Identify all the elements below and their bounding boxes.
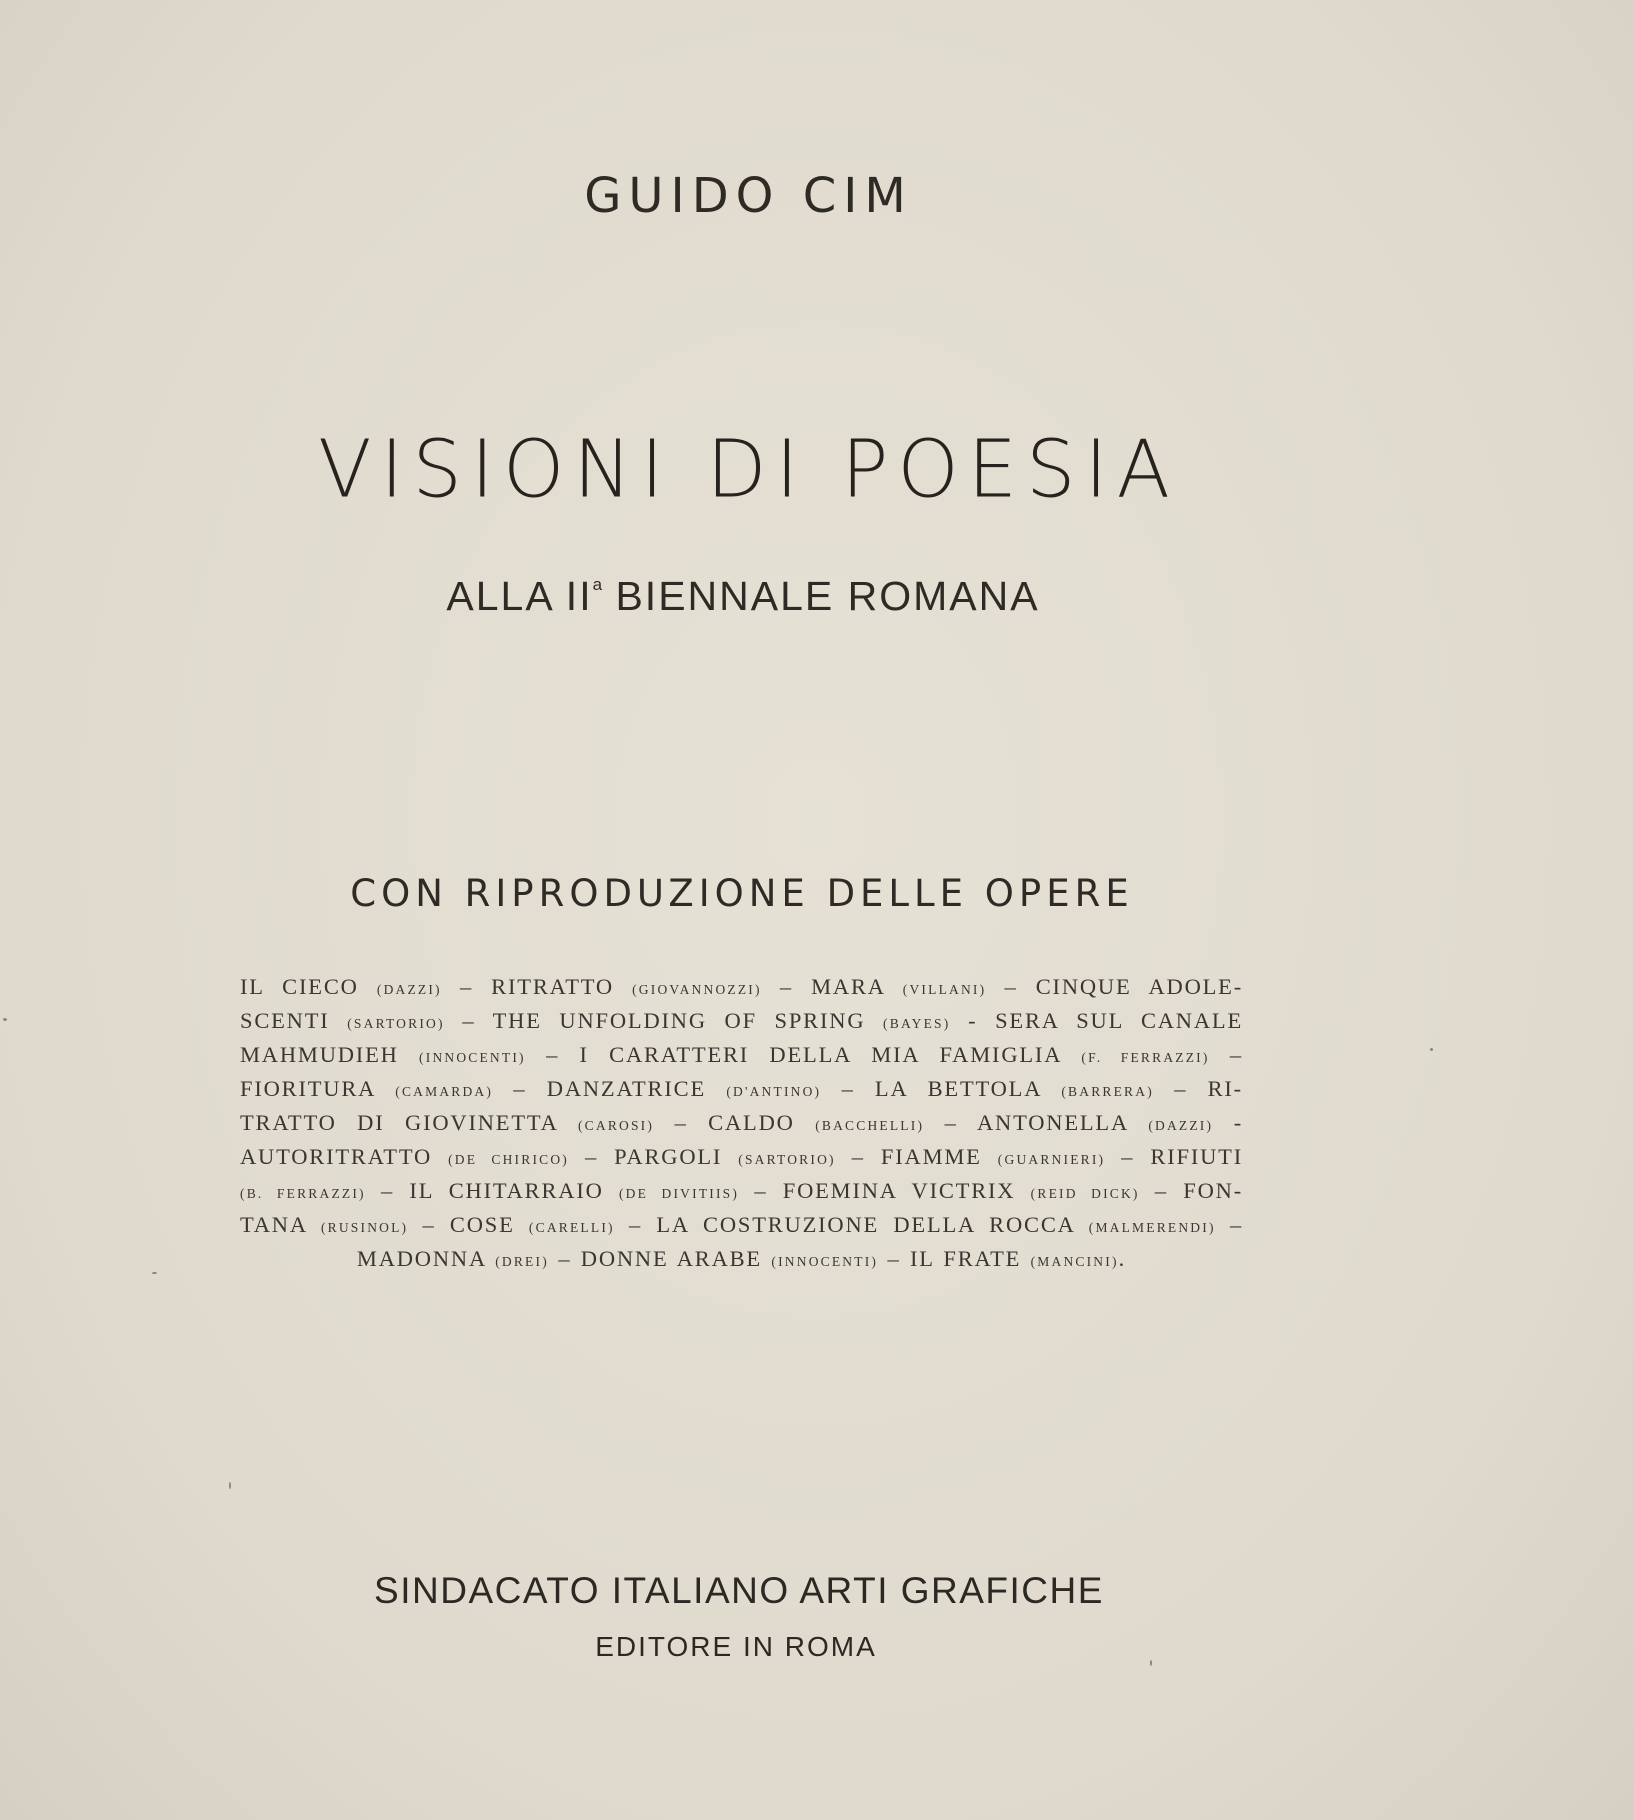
work-title: – DONNE ARABE	[548, 1246, 772, 1271]
work-title: – IL CHITARRAIO	[365, 1178, 619, 1203]
work-title: – FON-	[1139, 1178, 1244, 1203]
artist-name: (BACCHELLI)	[815, 1118, 925, 1133]
work-title: –	[1215, 1212, 1243, 1237]
subtitle-start: ALLA II	[446, 573, 593, 619]
section-heading: CON RIPRODUZIONE DELLE OPERE	[350, 872, 1134, 915]
work-title: MAHMUDIEH	[240, 1042, 420, 1067]
works-line	[240, 1038, 1243, 1072]
work-title: – ANTONELLA	[924, 1110, 1149, 1135]
work-title: – RITRATTO	[441, 974, 633, 999]
work-title: TANA	[240, 1212, 321, 1237]
artist-name: (MALMERENDI)	[1088, 1220, 1216, 1235]
work-title: – THE UNFOLDING OF SPRING	[444, 1008, 884, 1033]
work-title: – LA BETTOLA	[821, 1076, 1062, 1101]
book-subtitle	[0, 573, 1486, 620]
work-title: IL CIECO	[240, 974, 377, 999]
works-line	[240, 1004, 1243, 1038]
artist-name: (CARELLI)	[528, 1220, 615, 1235]
artist-name: (DE DIVITIIS)	[618, 1186, 740, 1201]
work-title: MADONNA	[356, 1246, 496, 1271]
artist-name: (MANCINI)	[1030, 1254, 1119, 1269]
paper-speck	[1150, 1660, 1152, 1666]
work-title: SCENTI	[240, 1008, 348, 1033]
paper-speck	[152, 1272, 157, 1274]
works-list	[240, 970, 1243, 1276]
artist-name: (BAYES)	[883, 1016, 951, 1031]
paper-speck	[1430, 1048, 1433, 1051]
artist-name: (REID DICK)	[1030, 1186, 1140, 1201]
works-line	[240, 1242, 1243, 1276]
artist-name: (VILLANI)	[902, 982, 987, 997]
artist-name: (B. FERRAZZI)	[240, 1186, 366, 1201]
work-title: – RIFIUTI	[1105, 1144, 1244, 1169]
works-line	[240, 970, 1243, 1004]
work-title: – PARGOLI	[569, 1144, 739, 1169]
works-line	[240, 1106, 1243, 1140]
work-title: –	[1209, 1042, 1243, 1067]
paper-speck	[3, 1018, 7, 1021]
works-line	[240, 1208, 1243, 1242]
work-title: – MARA	[761, 974, 903, 999]
work-title: – FIAMME	[835, 1144, 998, 1169]
artist-name: (INNOCENTI)	[419, 1050, 526, 1065]
artist-name: (INNOCENTI)	[771, 1254, 879, 1269]
work-title: – DANZATRICE	[493, 1076, 727, 1101]
subtitle-superscript: a	[592, 575, 603, 594]
artist-name: (CAROSI)	[577, 1118, 655, 1133]
author-name: GUIDO CIM	[584, 168, 913, 224]
book-title: VISIONI DI POESIA	[318, 424, 1179, 516]
work-title: – I CARATTERI DELLA MIA FAMIGLIA	[525, 1042, 1082, 1067]
work-title: – LA COSTRUZIONE DELLA ROCCA	[614, 1212, 1089, 1237]
work-title: – IL FRATE	[878, 1246, 1031, 1271]
works-line	[240, 1174, 1243, 1208]
work-title: FIORITURA	[240, 1076, 396, 1101]
work-title: – RI-	[1153, 1076, 1243, 1101]
works-line	[240, 1072, 1243, 1106]
artist-name: (D'ANTINO)	[726, 1084, 822, 1099]
artist-name: (DREI)	[495, 1254, 549, 1269]
work-title: TRATTO DI GIOVINETTA	[240, 1110, 578, 1135]
artist-name: (BARRERA)	[1061, 1084, 1154, 1099]
artist-name: (DE CHIRICO)	[448, 1152, 569, 1167]
work-title: -	[1213, 1110, 1244, 1135]
publisher-location: EDITORE IN ROMA	[595, 1631, 877, 1662]
works-line	[240, 1140, 1243, 1174]
work-title: – FOEMINA VICTRIX	[739, 1178, 1031, 1203]
work-title: – CINQUE ADOLE-	[986, 974, 1243, 999]
publisher-name: SINDACATO ITALIANO ARTI GRAFICHE	[374, 1570, 1104, 1611]
artist-name: (RUSINOL)	[320, 1220, 409, 1235]
artist-name: (F. FERRAZZI)	[1081, 1050, 1210, 1065]
artist-name: (SARTORIO)	[347, 1016, 445, 1031]
work-title: - SERA SUL CANALE	[950, 1008, 1243, 1033]
work-title: – CALDO	[654, 1110, 816, 1135]
artist-name: (SARTORIO)	[738, 1152, 836, 1167]
work-title: – COSE	[408, 1212, 529, 1237]
work-title: .	[1118, 1246, 1127, 1271]
artist-name: (DAZZI)	[376, 982, 442, 997]
artist-name: (GIOVANNOZZI)	[632, 982, 762, 997]
subtitle-end: BIENNALE ROMANA	[602, 573, 1040, 619]
artist-name: (CAMARDA)	[395, 1084, 494, 1099]
artist-name: (GUARNIERI)	[997, 1152, 1106, 1167]
artist-name: (DAZZI)	[1148, 1118, 1214, 1133]
work-title: AUTORITRATTO	[240, 1144, 449, 1169]
paper-speck	[229, 1482, 231, 1489]
